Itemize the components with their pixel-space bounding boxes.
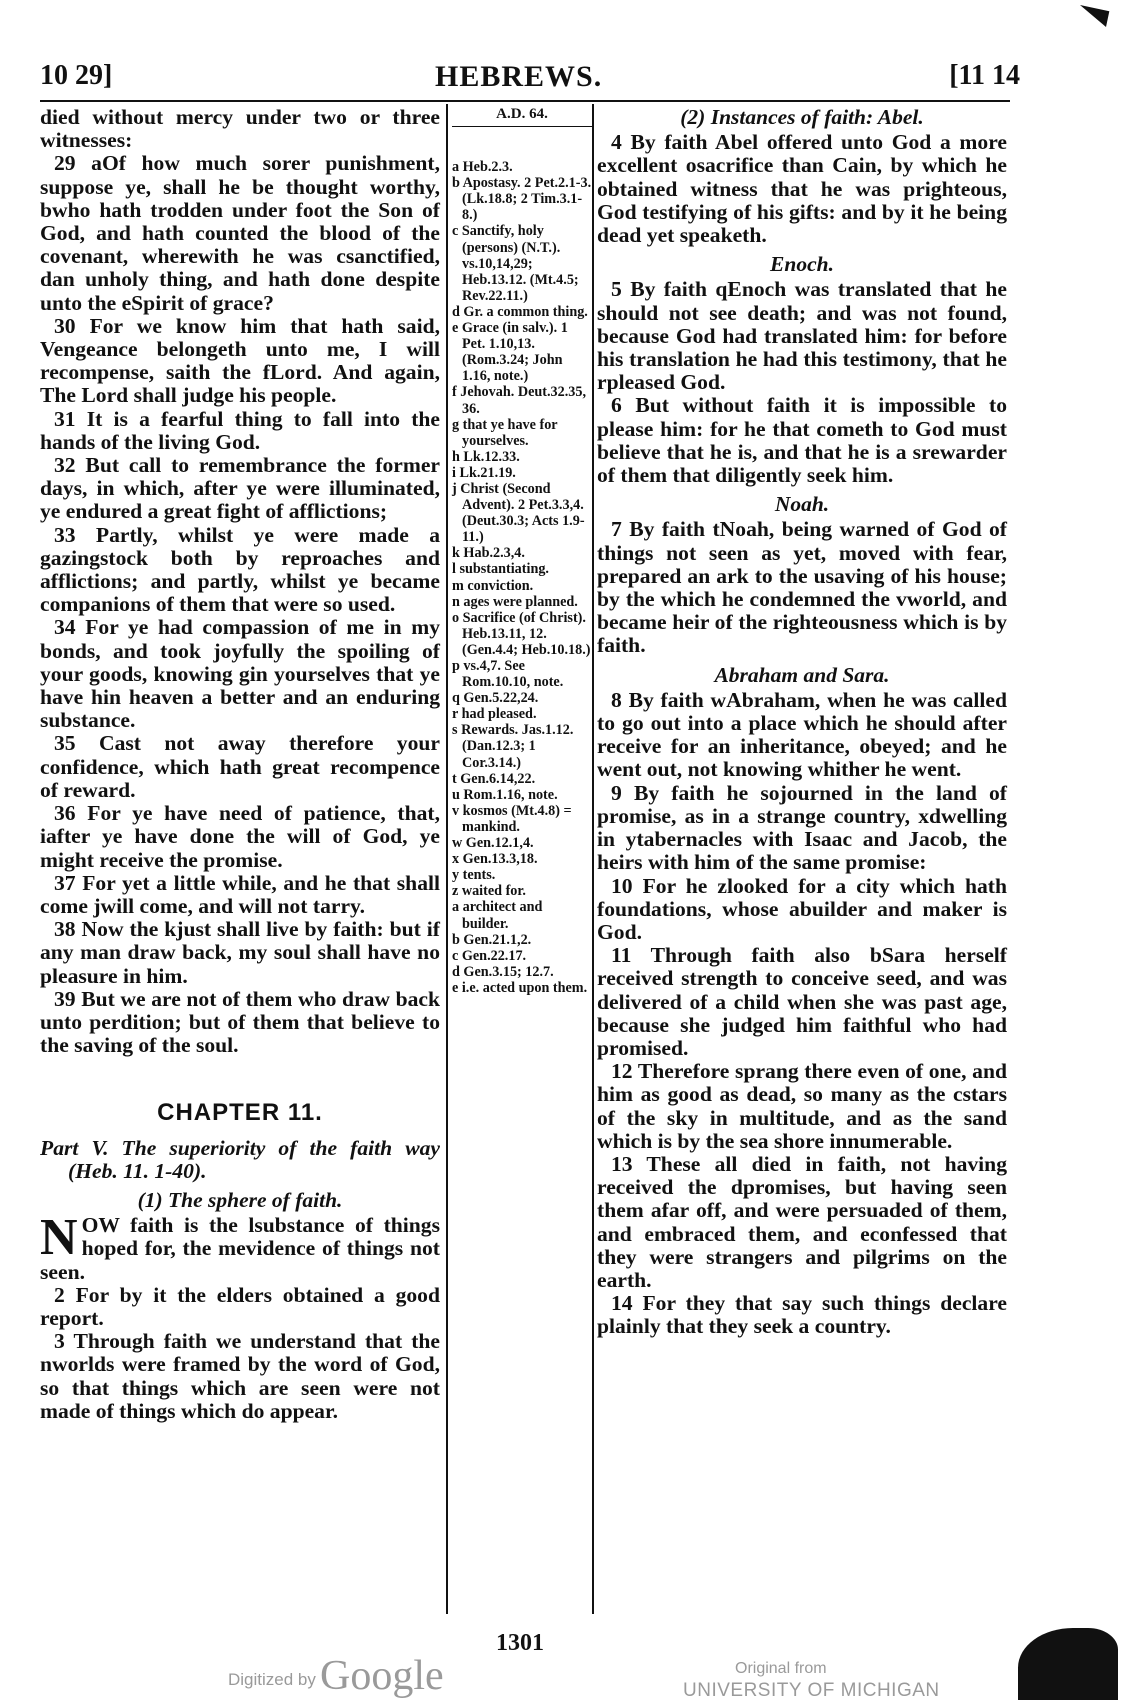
verse-text: 29 aOf how much sorer punishment, suppose ye, shall he be thought worthy, bwho hath trodden under foot the Son of God, and hath counted the blood of the covenant, wherewith he was csanctified, dan unholy thing, and hath done despite unto the eSpirit of grace? xyxy=(40,151,440,315)
margin-ref: n ages were planned. xyxy=(452,593,578,610)
header-verse-right: [11 14 xyxy=(949,60,1020,91)
margin-ref: d Gr. a common thing. xyxy=(452,303,588,320)
verse-text: 35 Cast not away therefore your confidence, which hath great recompence of reward. xyxy=(40,731,440,802)
margin-ref: m conviction. xyxy=(452,577,534,594)
margin-ref: e Grace (in salv.). 1 Pet. 1.10,13. (Rom.3.24; John 1.16, note.) xyxy=(452,320,568,385)
margin-ref: a Heb.2.3. xyxy=(452,159,513,176)
margin-ref: k Hab.2.3,4. xyxy=(452,545,525,562)
verse-text: 38 Now the kjust shall live by faith: but if any man draw back, my soul shall have no pleasure in him. xyxy=(40,917,440,988)
header-rule xyxy=(40,100,1010,102)
margin-ref: d Gen.3.15; 12.7. xyxy=(452,963,554,980)
margin-ref: a architect and builder. xyxy=(452,899,543,932)
date-label: A.D. 64. xyxy=(496,106,548,122)
google-logo: Google xyxy=(320,1653,444,1699)
verse-text: 36 For ye have need of patience, that, iafter ye have done the will of God, ye might receive the promise. xyxy=(40,801,440,872)
verse-text: died without mercy under two or three witnesses: xyxy=(40,105,440,153)
verse-text: 3 Through faith we understand that the nworlds were framed by the word of God, so that things which are seen were not made of things which do appear. xyxy=(40,1329,440,1423)
section-heading: Abraham and Sara. xyxy=(714,662,890,687)
margin-ref: c Gen.22.17. xyxy=(452,947,527,964)
margin-ref: b Gen.21.1,2. xyxy=(452,931,532,948)
verse-text: 7 By faith tNoah, being warned of God of things not seen as yet, moved with fear, prepared an ark to the usaving of his house; by the which he condemned the vworld, and became heir of the righteousness which is by faith. xyxy=(597,517,1007,658)
verse-text: 13 These all died in faith, not having received the dpromises, but having seen them afar off, and were persuaded of them, and embraced them, and econfessed that they were strangers and pilgrims on the earth. xyxy=(597,1151,1007,1292)
scanner-thumb xyxy=(1018,1628,1118,1700)
right-text-column xyxy=(597,106,1007,1339)
running-header xyxy=(40,60,1020,94)
margin-ref: v kosmos (Mt.4.8) = mankind. xyxy=(452,802,572,835)
header-book-title: HEBREWS. xyxy=(435,60,603,93)
verse-text: 14 For they that say such things declare plainly that they seek a country. xyxy=(597,1291,1007,1339)
verse-text: 31 It is a fearful thing to fall into the hands of the living God. xyxy=(40,406,440,454)
verse-text: 9 By faith he sojourned in the land of promise, as in a strange country, xdwelling in ytabernacles with Isaac and Jacob, the heirs with him of the same promise: xyxy=(597,780,1007,875)
margin-ref: o Sacrifice (of Christ). Heb.13.11, 12. (Gen.4.4; Heb.10.18.) xyxy=(452,609,591,658)
date-rule xyxy=(452,126,592,127)
column-divider-right xyxy=(592,104,594,1614)
verse-text: 12 Therefore sprang there even of one, and him as good as dead, so many as the cstars of the sky in multitude, and as the sand which is by the sea shore innumerable. xyxy=(597,1059,1007,1153)
verse-text xyxy=(40,1209,440,1284)
margin-ref: s Rewards. Jas.1.12. (Dan.12.3; 1 Cor.3.14.) xyxy=(452,722,574,771)
margin-ref: w Gen.12.1,4. xyxy=(452,835,534,852)
verse-text: 6 But without faith it is impossible to please him: for he that cometh to God must believe that he is, and that he is a srewarder of them that diligently seek him. xyxy=(597,393,1007,488)
digitized-by-text: Digitized by xyxy=(228,1670,316,1689)
verse-text: 11 Through faith also bSara herself received strength to conceive seed, and was delivered of a child when she was past age, because she judged him faithful who had promised. xyxy=(597,943,1007,1060)
margin-ref: p vs.4,7. See Rom.10.10, note. xyxy=(452,658,564,691)
verse-text: 30 For we know him that hath said, Vengeance belongeth unto me, I will recompense, saith the fLord. And again, The Lord shall judge his people. xyxy=(40,313,440,408)
part-heading: Part V. The superiority of the faith way (Heb. 11. 1-40). xyxy=(40,1135,440,1183)
left-text-column xyxy=(40,106,440,1423)
margin-ref: q Gen.5.22,24. xyxy=(452,690,539,707)
section-heading: Enoch. xyxy=(770,252,834,277)
chapter-title: CHAPTER 11. xyxy=(157,1099,323,1127)
university-name: UNIVERSITY OF MICHIGAN xyxy=(683,1680,940,1701)
verse-text: 39 But we are not of them who draw back unto perdition; but of them that believe to the saving of the soul. xyxy=(40,986,440,1058)
margin-ref: y tents. xyxy=(452,867,496,884)
verse-text: 4 By faith Abel offered unto God a more excellent osacrifice than Cain, by which he obtained witness that he was prighteous, God testifying of his gifts: and by it he being dead yet speaketh. xyxy=(597,130,1007,248)
margin-references xyxy=(452,106,592,996)
margin-ref: i Lk.21.19. xyxy=(452,464,516,481)
margin-ref: r had pleased. xyxy=(452,706,537,723)
original-from-text: Original from xyxy=(735,1660,827,1677)
margin-ref: f Jehovah. Deut.32.35, 36. xyxy=(452,384,586,417)
margin-ref: b Apostasy. 2 Pet.2.1-3. (Lk.18.8; 2 Tim.3.1-8.) xyxy=(452,175,592,224)
margin-ref: c Sanctify, holy (persons) (N.T.). vs.10,14,29; Heb.13.12. (Mt.4.5; Rev.22.11.) xyxy=(452,223,579,304)
verse-text: 37 For yet a little while, and he that shall come jwill come, and will not tarry. xyxy=(40,870,440,918)
page-number: 1301 xyxy=(496,1630,544,1656)
header-verse-left: 10 29] xyxy=(40,60,113,91)
verse-text: 34 For ye had compassion of me in my bonds, and took joyfully the spoiling of your goods, knowing gin yourselves that ye have hin heaven a better and an enduring substance. xyxy=(40,615,440,733)
margin-ref: e i.e. acted upon them. xyxy=(452,979,588,996)
margin-ref: g that ye have for yourselves. xyxy=(452,416,558,449)
margin-ref: u Rom.1.16, note. xyxy=(452,786,558,803)
verse-1-text: OW faith is the lsubstance of things hoped for, the mevidence of things not seen. xyxy=(40,1213,440,1284)
page-corner-mark xyxy=(1077,5,1110,27)
verse-text: 10 For he zlooked for a city which hath foundations, whose abuilder and maker is God. xyxy=(597,873,1007,944)
verse-text: 5 By faith qEnoch was translated that he should not see death; and was not found, because God had translated him: for before his translation he had this testimony, that he rpleased God. xyxy=(597,277,1007,395)
verse-text: 2 For by it the elders obtained a good report. xyxy=(40,1282,440,1330)
margin-ref: z waited for. xyxy=(452,883,526,900)
section-heading: Noah. xyxy=(774,492,830,517)
column-divider-left xyxy=(446,104,448,1614)
drop-cap: N xyxy=(40,1209,78,1267)
verse-text: 32 But call to remembrance the former days, in which, after ye were illuminated, ye endured a great fight of afflictions; xyxy=(40,453,440,524)
margin-ref: t Gen.6.14,22. xyxy=(452,770,536,787)
margin-ref: x Gen.13.3,18. xyxy=(452,851,538,868)
verse-text: 33 Partly, whilst ye were made a gazingstock both by reproaches and afflictions; and partly, whilst ye became companions of them that were so used. xyxy=(40,522,440,617)
margin-ref: l substantiating. xyxy=(452,561,549,578)
section-heading: (1) The sphere of faith. xyxy=(137,1187,343,1212)
section-heading: (2) Instances of faith: Abel. xyxy=(680,105,924,129)
verse-text: 8 By faith wAbraham, when he was called to go out into a place which he should after receive for an inheritance, obeyed; and he went out, not knowing whither he went. xyxy=(597,687,1007,782)
margin-ref: h Lk.12.33. xyxy=(452,448,520,465)
margin-ref: j Christ (Second Advent). 2 Pet.3.3,4. (Deut.30.3; Acts 1.9-11.) xyxy=(452,480,585,546)
